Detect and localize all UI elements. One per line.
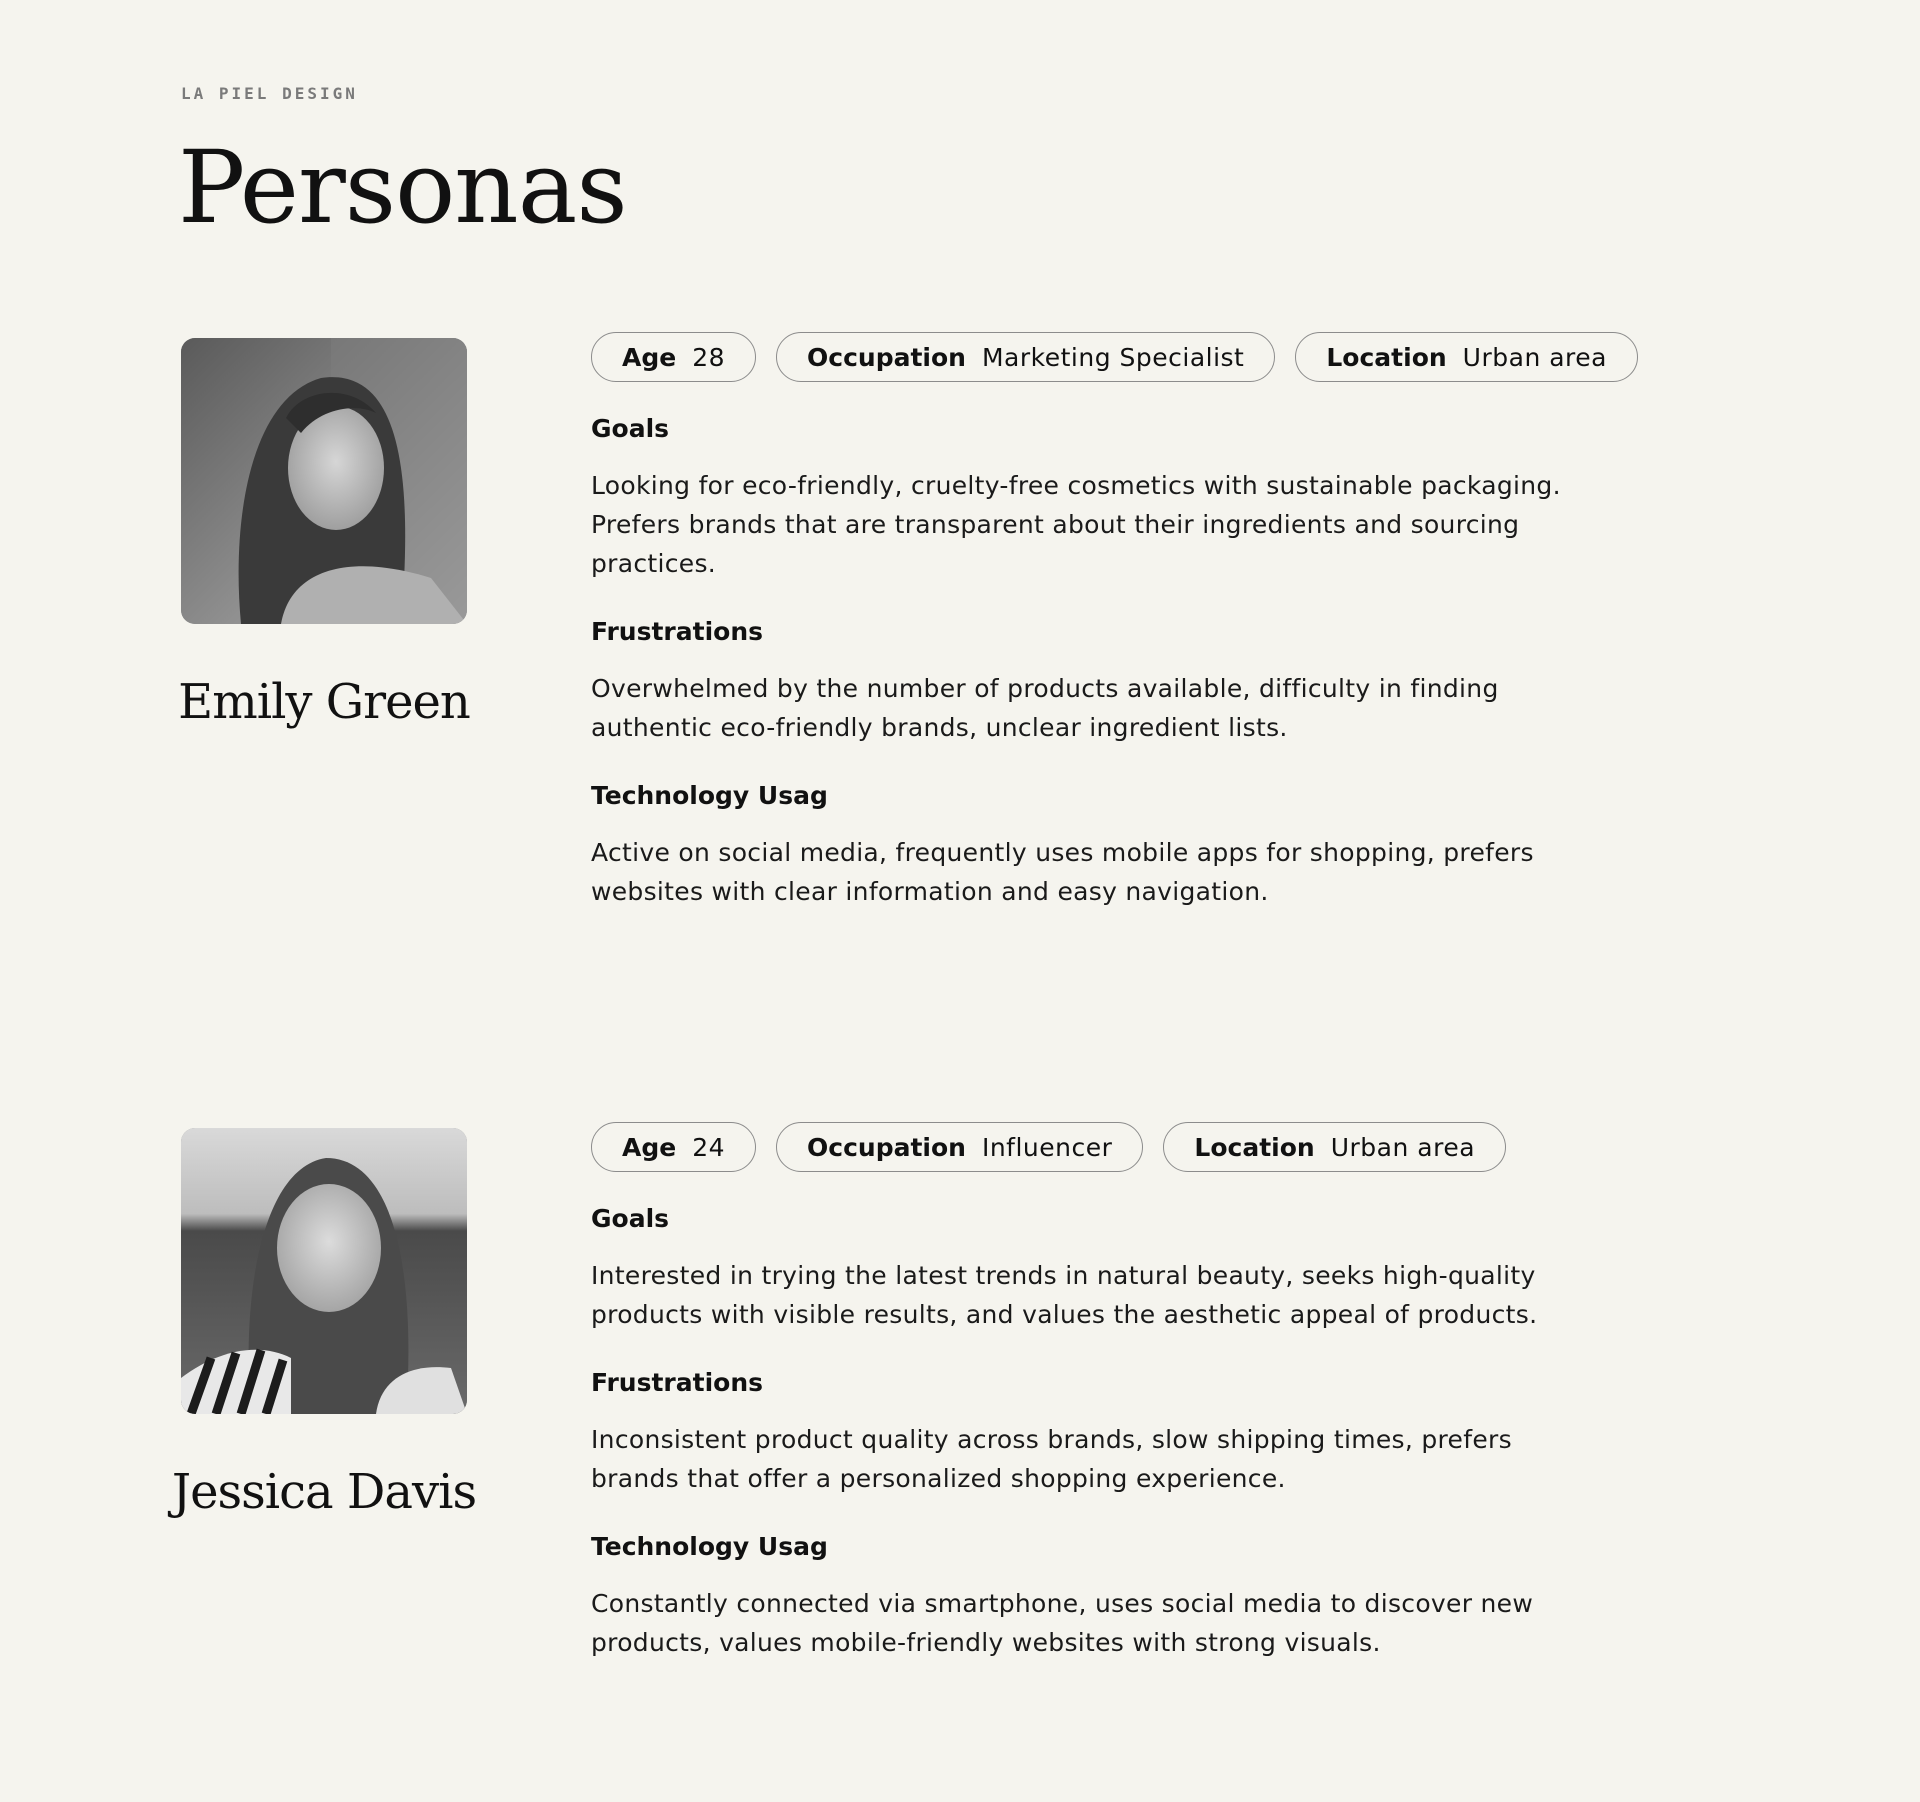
frustrations-text: Inconsistent product quality across brands, slow shipping times, prefers brands that offer a personalized shopping experience. (591, 1425, 1512, 1493)
tag-value: Marketing Specialist (981, 342, 1245, 372)
persona-name: Jessica Davis (171, 1464, 477, 1520)
tag-label: Occupation (807, 342, 966, 372)
tag-label: Location (1194, 1132, 1315, 1162)
portrait-photo-2 (181, 1128, 467, 1414)
technology-text: Constantly connected via smartphone, uses social media to discover new products, values mobile-friendly websites with strong visuals. (591, 1589, 1534, 1657)
goals-text: Interested in trying the latest trends in natural beauty, seeks high-quality products with visible results, and values the aesthetic appeal of products. (591, 1261, 1538, 1329)
tag-value: 24 (692, 1132, 726, 1162)
tag-age (591, 332, 756, 382)
page-title: Personas (178, 129, 627, 246)
persona-details (591, 332, 1641, 945)
tag-value: 28 (692, 342, 726, 372)
technology-text: Active on social media, frequently uses mobile apps for shopping, prefers websites with clear information and easy navigation. (591, 838, 1534, 906)
tag-label: Location (1326, 342, 1447, 372)
frustrations-heading: Frustrations (591, 1368, 764, 1397)
tag-label: Age (622, 1132, 677, 1162)
tag-value: Urban area (1330, 1132, 1476, 1162)
frustrations-text: Overwhelmed by the number of products available, difficulty in finding authentic eco-friendly brands, unclear ingredient lists. (591, 674, 1499, 742)
persona-details (591, 1122, 1641, 1696)
persona-name: Emily Green (178, 674, 470, 730)
technology-heading: Technology Usag (591, 1532, 828, 1561)
goals-heading: Goals (591, 1204, 670, 1233)
tag-label: Occupation (807, 1132, 966, 1162)
tag-value: Urban area (1462, 342, 1607, 372)
tag-value: Influencer (981, 1132, 1113, 1162)
portrait-photo-1 (181, 338, 467, 624)
technology-heading: Technology Usag (591, 781, 828, 810)
goals-heading: Goals (591, 414, 670, 443)
brand-label: LA PIEL DESIGN (181, 84, 358, 103)
tag-label: Age (622, 342, 677, 372)
tag-occupation (776, 332, 1275, 382)
persona-tags (591, 332, 1641, 384)
persona-photo (181, 1128, 467, 1414)
tag-location (1163, 1122, 1506, 1172)
tag-location (1295, 332, 1638, 382)
tag-occupation (776, 1122, 1143, 1172)
frustrations-heading: Frustrations (591, 617, 764, 646)
goals-text: Looking for eco-friendly, cruelty-free cosmetics with sustainable packaging. Prefers brands that are transparent about their ingredients and sourcing practices. (591, 471, 1561, 578)
persona-tags (591, 1122, 1641, 1174)
tag-age (591, 1122, 756, 1172)
persona-photo (181, 338, 467, 624)
